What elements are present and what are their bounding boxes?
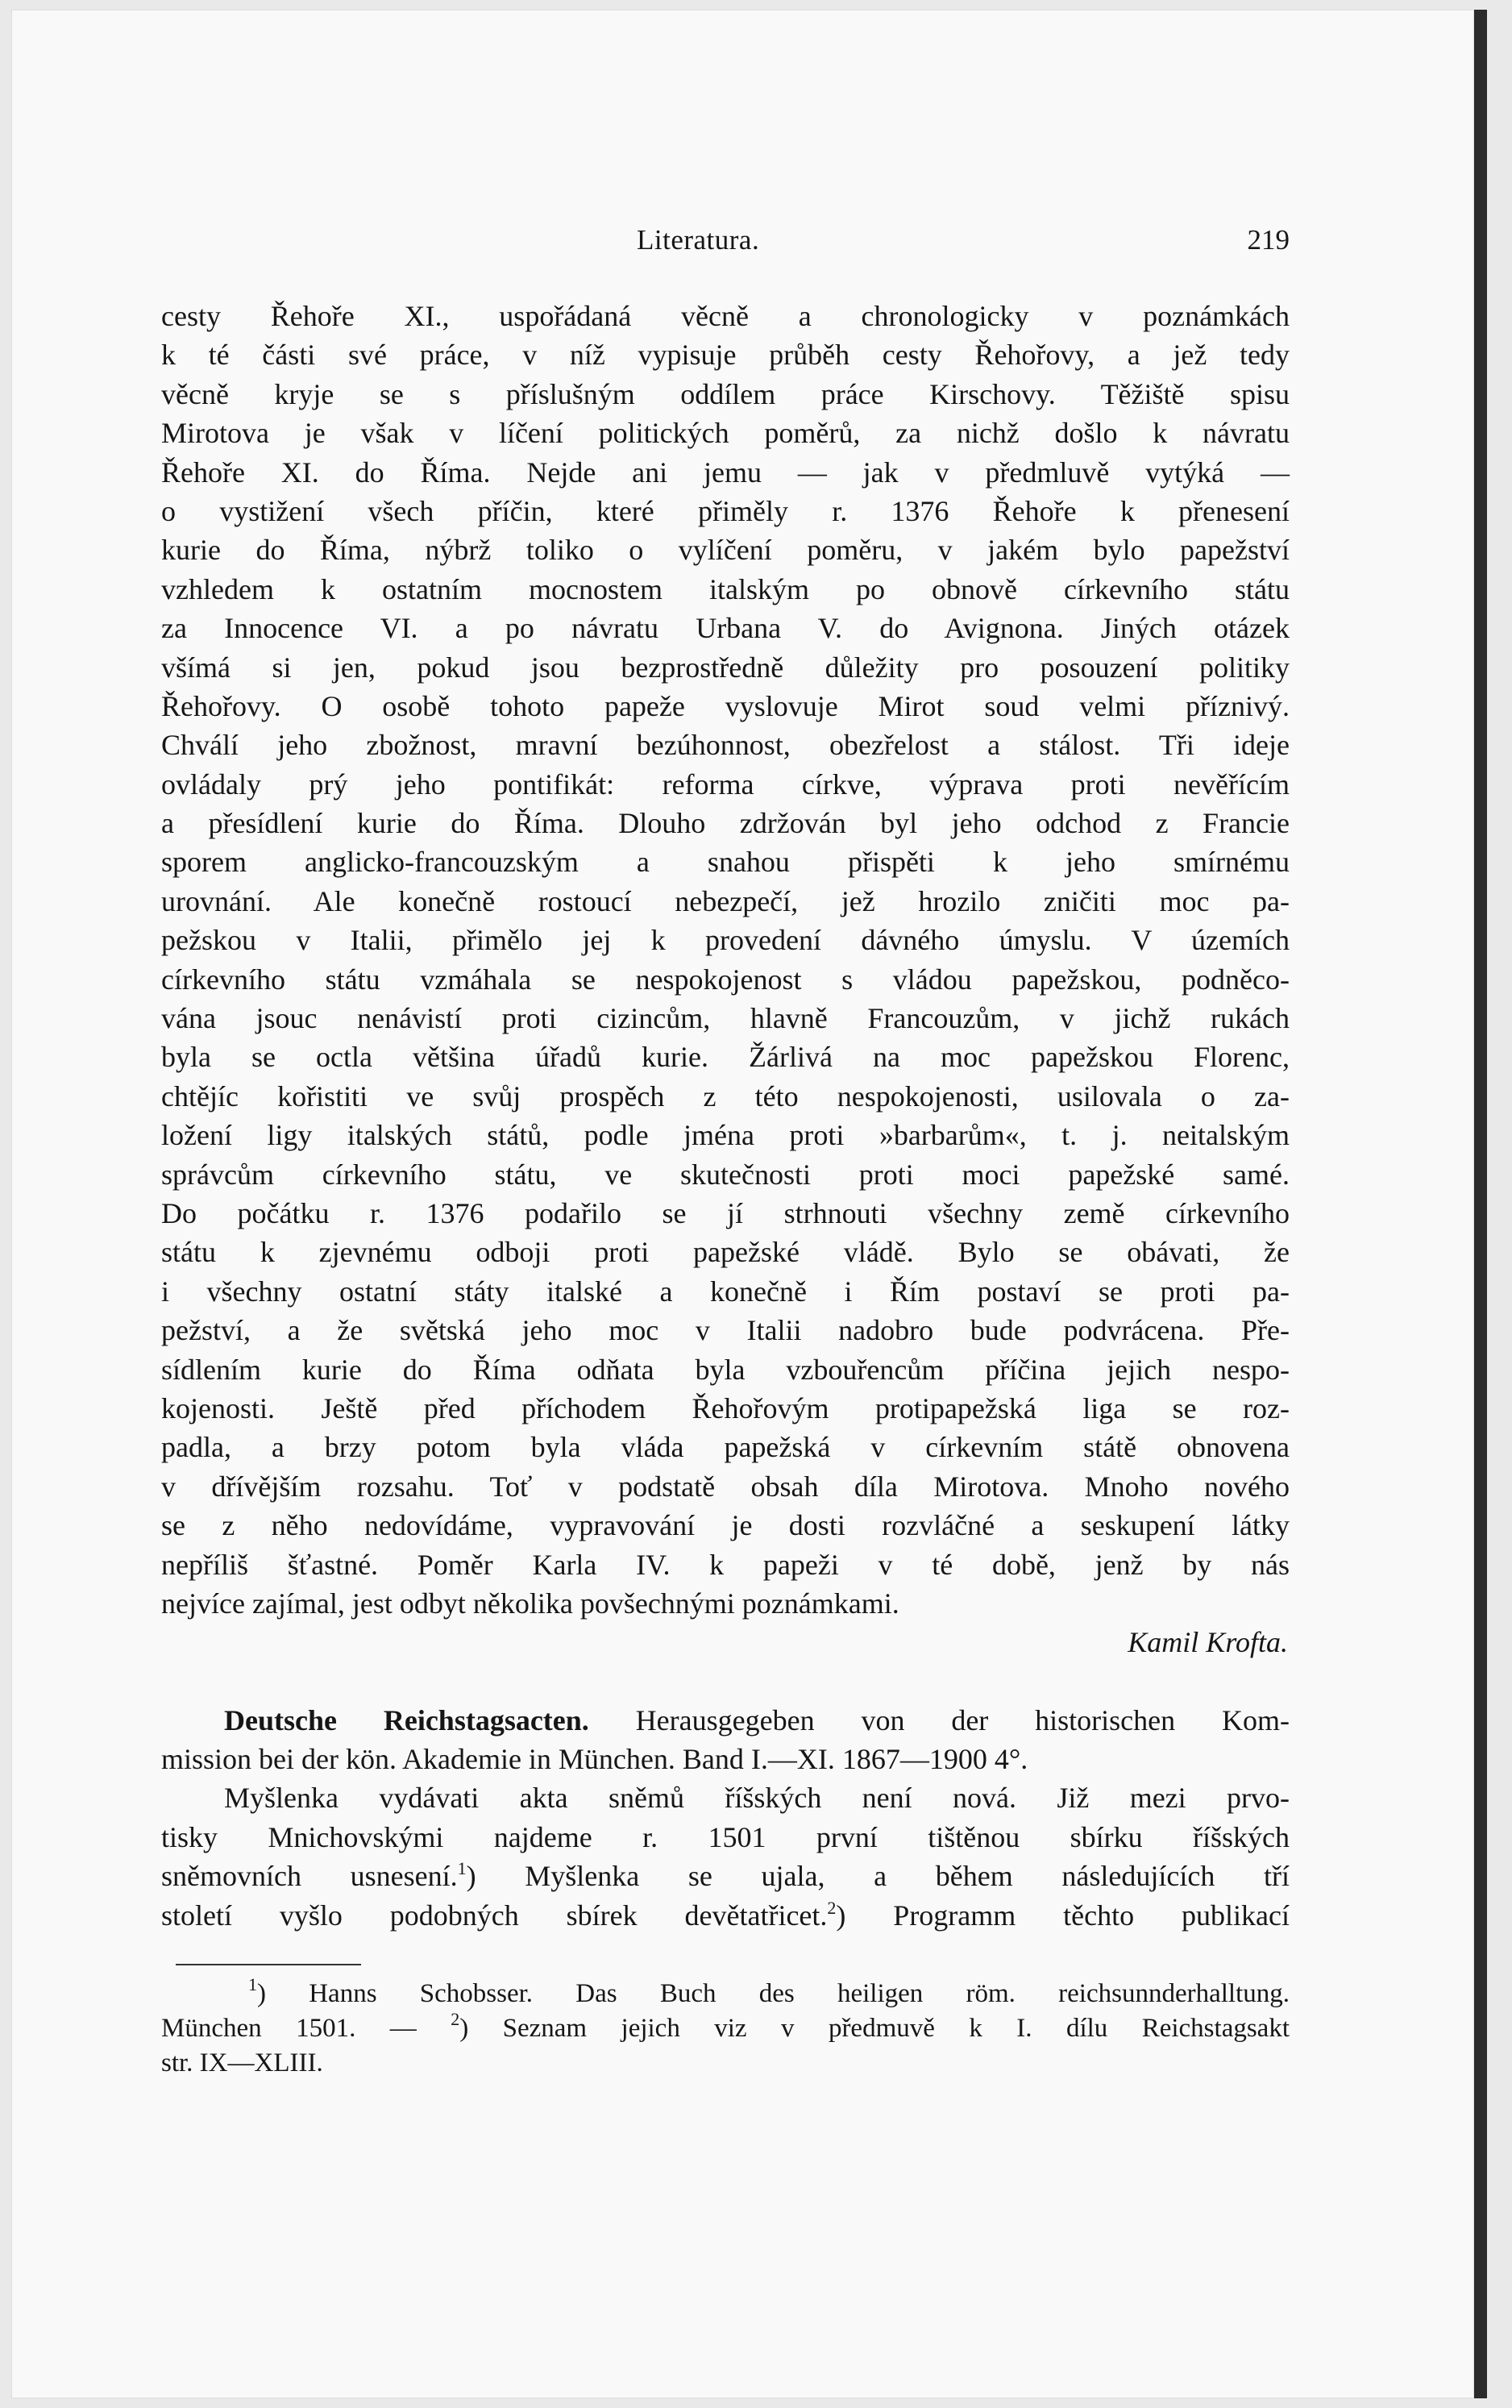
text-line: Myšlenka vydávati akta sněmů říšských není nová. Již mezi prvo- bbox=[224, 1782, 1290, 1815]
text-line: správcům církevního státu, ve skutečnosti proti moci papežské samé. bbox=[161, 1158, 1290, 1191]
footnote-text: München 1501. — bbox=[161, 2014, 451, 2043]
footnote-text: ) Seznam jejich viz v předmuvě k I. dílu Reichstagsakt bbox=[459, 2014, 1290, 2043]
text-line: Chválí jeho zbožnost, mravní bezúhonnost, obezřelost a stálost. Tři ideje bbox=[161, 729, 1290, 762]
text-line: nejvíce zajímal, jest odbyt několika povšechnými poznámkami. bbox=[161, 1587, 899, 1620]
text-line: nepříliš šťastné. Poměr Karla IV. k papeži v té době, jenž by nás bbox=[161, 1548, 1290, 1581]
text-line: Řehoře XI. do Říma. Nejde ani jemu — jak v předmluvě vytýká — bbox=[161, 455, 1290, 489]
text-line: v dřívějším rozsahu. Toť v podstatě obsah díla Mirotova. Mnoho nového bbox=[161, 1470, 1290, 1503]
footnote-mark-2: 2 bbox=[451, 2009, 460, 2029]
text-line: za Innocence VI. a po návratu Urbana V. do Avignona. Jiných otázek bbox=[161, 612, 1290, 645]
footnote-mark-1: 1 bbox=[248, 1974, 257, 1994]
text-line: kurie do Říma, nýbrž toliko o vylíčení poměru, v jakém bylo papežství bbox=[161, 534, 1290, 567]
text-line: věcně kryje se s příslušným oddílem práce Kirschovy. Těžiště spisu bbox=[161, 377, 1290, 410]
text-line: sídlením kurie do Říma odňata byla vzbouřencům příčina jejich nespo- bbox=[161, 1353, 1290, 1386]
text-line: a přesídlení kurie do Říma. Dlouho zdržován byl jeho odchod z Francie bbox=[161, 807, 1290, 840]
text-line: církevního státu vzmáhala se nespokojenost s vládou papežskou, podněco- bbox=[161, 963, 1290, 996]
text-line: cesty Řehoře XI., uspořádaná věcně a chronologicky v poznámkách bbox=[161, 300, 1290, 332]
text-line: vána jsouc nenávistí proti cizincům, hlavně Francouzům, v jichž rukách bbox=[161, 1002, 1290, 1035]
text-fragment: sněmovních usnesení. bbox=[161, 1860, 458, 1893]
text-line: chtějíc kořistiti ve svůj prospěch z této nespokojenosti, usilovala o za- bbox=[161, 1079, 1290, 1113]
running-head bbox=[161, 224, 1290, 263]
footnote-text: ) Hanns Schobsser. Das Buch des heiligen röm. reichsunnderhalltung. bbox=[257, 1979, 1290, 2008]
text-line: pežství, a že světská jeho moc v Italii nadobro bude podvrácena. Pře- bbox=[161, 1314, 1290, 1347]
review-reichstagsacten bbox=[161, 1778, 1290, 1857]
text-line: Řehořovy. O osobě tohoto papeže vyslovuje Mirot soud velmi příznivý. bbox=[161, 689, 1290, 722]
text-line: sporem anglicko-francouzským a snahou přispěti k jeho smírnému bbox=[161, 846, 1290, 879]
text-line: padla, a brzy potom byla vláda papežská v církevním státě obnovena bbox=[161, 1431, 1290, 1464]
text-line: pežskou v Italii, přimělo jej k provedení dávného úmyslu. V územích bbox=[161, 924, 1290, 957]
citation-text: Herausgegeben von der historischen Kom- bbox=[588, 1703, 1290, 1736]
text-line: tisky Mnichovskými najdeme r. 1501 první tištěnou sbírku říšských bbox=[161, 1820, 1290, 1853]
text-line: ovládaly prý jeho pontifikát: reforma církve, výprava proti nevěřícím bbox=[161, 767, 1290, 801]
text-line: o vystižení všech příčin, které přiměly r. 1376 Řehoře k přenesení bbox=[161, 494, 1290, 527]
text-line: k té části své práce, v níž vypisuje průběh cesty Řehořovy, a jež tedy bbox=[161, 339, 1290, 372]
text-line: ložení ligy italských států, podle jména proti »barbarům«, t. j. neitalským bbox=[161, 1119, 1290, 1152]
footnote-rule bbox=[176, 1964, 361, 1965]
footnote-1 bbox=[161, 1974, 1290, 2011]
section-gap bbox=[161, 1662, 1290, 1701]
text-line: urovnání. Ale konečně rostoucí nebezpečí, jež hrozilo zničiti moc pa- bbox=[161, 884, 1290, 917]
text-line: vzhledem k ostatním mocnostem italským po obnově církevního státu bbox=[161, 572, 1290, 605]
text-fragment: století vyšlo podobných sbírek devětatřicet. bbox=[161, 1899, 828, 1932]
footnote-ref-2[interactable]: 2 bbox=[827, 1897, 837, 1918]
text-line: státu k zjevnému odboji proti papežské vládě. Bylo se obávati, že bbox=[161, 1236, 1290, 1269]
footnote-2-end: str. IX—XLIII. bbox=[161, 2048, 323, 2077]
text-line: i všechny ostatní státy italské a konečně i Řím postaví se proti pa- bbox=[161, 1275, 1290, 1308]
footnote-ref-1[interactable]: 1 bbox=[457, 1858, 467, 1879]
footnotes bbox=[161, 1974, 1290, 2081]
text-fragment: ) Myšlenka se ujala, a během následujících tří bbox=[466, 1860, 1290, 1893]
text-fragment: ) Programm těchto publikací bbox=[836, 1899, 1290, 1932]
book-title: Deutsche Reichstagsacten. bbox=[224, 1703, 589, 1736]
text-line: kojenosti. Ještě před příchodem Řehořovým protipapežská liga se roz- bbox=[161, 1391, 1290, 1424]
body-text bbox=[161, 297, 1290, 1935]
author-signature: Kamil Krofta. bbox=[1128, 1626, 1288, 1659]
page-number: 219 bbox=[1247, 224, 1290, 256]
text-line: byla se octla většina úřadů kurie. Žárlivá na moc papežskou Florenc, bbox=[161, 1041, 1290, 1074]
text-line: Mirotova je však v líčení politických poměrů, za nichž došlo k návratu bbox=[161, 417, 1290, 450]
citation-line: mission bei der kön. Akademie in München. Band I.—XI. 1867—1900 4°. bbox=[161, 1743, 1028, 1776]
text-line: všímá si jen, pokud jsou bezprostředně důležity pro posouzení politiky bbox=[161, 651, 1290, 684]
text-line-note1 bbox=[161, 1857, 1290, 1895]
review-heading-line bbox=[161, 1701, 1290, 1740]
text-line: Do počátku r. 1376 podařilo se jí strhnouti všechny země církevního bbox=[161, 1196, 1290, 1229]
text-line: se z něho nedovídáme, vypravování je dosti rozvláčné a seskupení látky bbox=[161, 1509, 1290, 1542]
footnote-2-line bbox=[161, 2011, 1290, 2046]
text-line-note2 bbox=[161, 1896, 1290, 1935]
review-krofta bbox=[161, 297, 1290, 1623]
running-title: Literatura. bbox=[637, 224, 760, 256]
